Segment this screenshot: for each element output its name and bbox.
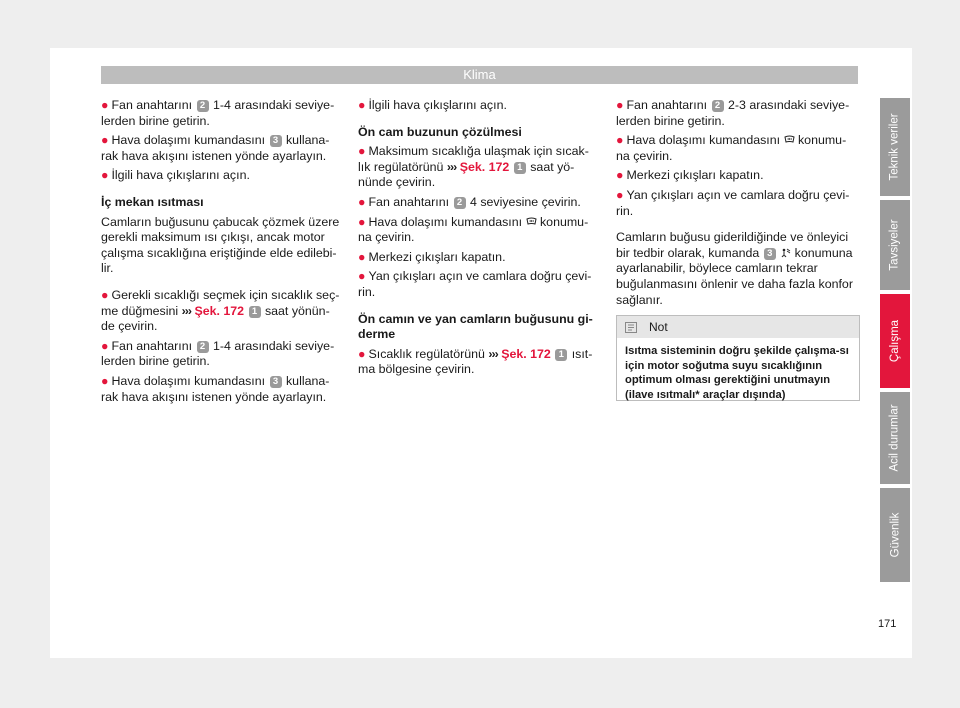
windshield-defrost-icon [526,217,537,227]
list-item [101,98,341,129]
bullet-dot: ● [358,144,366,159]
callout-badge: 2 [197,100,209,112]
callout-badge: 2 [197,341,209,353]
reference-arrows: ››› [488,346,498,361]
item-text: Fan anahtarını [111,98,193,112]
bullet-dot: ● [101,168,109,183]
callout-badge: 1 [555,349,567,361]
item-text: Maksimum sıcaklığa ulaşmak için sıcak-lık regülatörünü [358,144,589,174]
section-heading: Ön cam buzunun çözülmesi [358,124,522,139]
item-text: Fan anahtarını [368,194,450,209]
list-item [358,215,598,246]
list-item [101,339,341,370]
item-text: 2-3 arasındaki seviye-lerden birine getirin. [616,98,850,128]
item-text: ısıt-ma bölgesine çevirin. [358,346,593,377]
list-item [358,98,598,114]
bullet-dot: ● [616,187,624,202]
item-text: konumu-na çevirin. [358,214,589,245]
list-item [358,195,598,211]
bullet-dot: ● [616,133,624,148]
item-text: konumuna ayarlanabilir, böylece camların tekrar buğulanmasını önlenir ve daha fazla konfor sağlanır. [616,245,853,307]
bullet-dot: ● [358,249,366,264]
list-item [358,269,598,300]
item-text: saat yö-nünde çevirin. [358,159,575,190]
column-3 [616,98,858,312]
list-item [616,168,858,184]
page-number: 171 [878,618,897,630]
tab-label: Tavsiyeler [889,219,902,271]
list-item [101,168,341,184]
list-item [358,347,598,378]
item-text: kullana-rak hava akışını istenen yönde ayarlayın. [101,373,330,404]
section-heading: Ön camın ve yan camların buğusunu gi-derme [358,311,593,342]
paragraph [616,230,858,308]
item-text: 1-4 arasındaki seviye-lerden birine getirin. [101,98,335,128]
windshield-defrost-icon [784,135,795,145]
item-text: Sıcaklık regülatörünü [368,346,485,361]
note-header [617,316,859,338]
item-text: İlgili hava çıkışlarını açın. [368,98,507,112]
list-item [101,374,341,405]
column-2 [358,98,598,382]
tab-label: Güvenlik [889,512,901,558]
bullet-dot: ● [101,98,109,112]
bullet-dot: ● [616,168,624,183]
item-text: konumu-na çevirin. [616,133,847,163]
column-1 [101,98,341,409]
list-item [616,98,858,129]
item-text: Hava dolaşımı kumandasını [368,214,523,229]
item-text: Yan çıkışları açın ve camlara doğru çevi-rin. [616,187,850,218]
item-text: 4 seviyesine çevirin. [469,194,581,209]
list-item [101,133,341,164]
callout-badge: 2 [454,197,466,209]
figure-link[interactable]: Şek. 172 [459,159,510,174]
bullet-dot: ● [101,373,109,388]
item-text: Hava dolaşımı kumandasını [626,133,781,148]
list-item [358,144,598,191]
reference-arrows: ››› [446,159,457,174]
callout-badge: 3 [270,135,282,147]
tab-tavsiyeler[interactable] [880,200,910,290]
item-text: Fan anahtarını [626,98,708,112]
figure-link[interactable]: Şek. 172 [501,346,551,361]
tab-label: Acil durumlar [889,404,902,472]
item-text: 1-4 arasındaki seviye-lerden birine getirin. [101,338,335,369]
list-item [101,288,341,335]
tab-guvenlik[interactable] [880,488,910,582]
list-item [358,250,598,266]
item-text: Hava dolaşımı kumandasını [111,133,266,148]
item-text: Gerekli sıcaklığı seçmek için sıcaklık seç-me düğmesini [101,287,340,318]
page-header: Klima [101,66,858,84]
bullet-dot: ● [616,98,624,112]
callout-badge: 1 [249,306,261,318]
item-text: saat yönün-de çevirin. [101,303,330,334]
bullet-dot: ● [358,194,366,209]
bullet-dot: ● [358,98,366,112]
note-title: Not [649,320,668,334]
callout-badge: 1 [514,162,526,174]
tab-label: Çalışma [889,319,901,363]
note-icon [625,322,637,333]
tab-teknik-veriler[interactable] [880,98,910,196]
item-text: Merkezi çıkışları kapatın. [626,168,764,183]
item-text: Camların buğusu giderildiğinde ve önleyici bir tedbir olarak, kumanda [616,230,849,260]
bullet-dot: ● [358,269,366,284]
item-text: İlgili hava çıkışlarını açın. [111,168,250,183]
list-item [616,188,858,219]
tab-label: Teknik veriler [889,113,902,181]
item-text: Yan çıkışları açın ve camlara doğru çevi-rin. [358,269,592,299]
reference-arrows: ››› [181,303,191,318]
bullet-dot: ● [101,338,109,353]
item-text: Merkezi çıkışları kapatın. [368,249,506,264]
bullet-dot: ● [101,287,109,302]
item-text: Fan anahtarını [111,338,193,353]
bullet-dot: ● [101,133,109,148]
paragraph: Camların buğusunu çabucak çözmek üzere gerekli maksimum ısı çıkışı, ancak motor çalışma sıcaklığına eriştiğinde elde edilebi-lir. [101,214,340,276]
tab-acil-durumlar[interactable] [880,392,910,484]
tab-calisma[interactable] [880,294,910,388]
note-body: Isıtma sisteminin doğru şekilde çalışma-sı için motor soğutma suyu sıcaklığının optimum olması gerektiğini unutmayın (ilave ısıtmalı* araçlar dışında) [625,345,849,401]
callout-badge: 2 [712,100,724,112]
item-text: kullana-rak hava akışını istenen yönde ayarlayın. [101,133,330,163]
item-text: Hava dolaşımı kumandasını [111,373,266,388]
note-box [616,315,860,401]
airflow-icon [780,248,791,258]
list-item [616,133,858,164]
bullet-dot: ● [358,214,366,229]
callout-badge: 3 [270,376,282,388]
figure-link[interactable]: Şek. 172 [194,303,245,318]
bullet-dot: ● [358,346,366,361]
callout-badge: 3 [764,248,776,260]
section-heading: İç mekan ısıtması [101,194,204,209]
